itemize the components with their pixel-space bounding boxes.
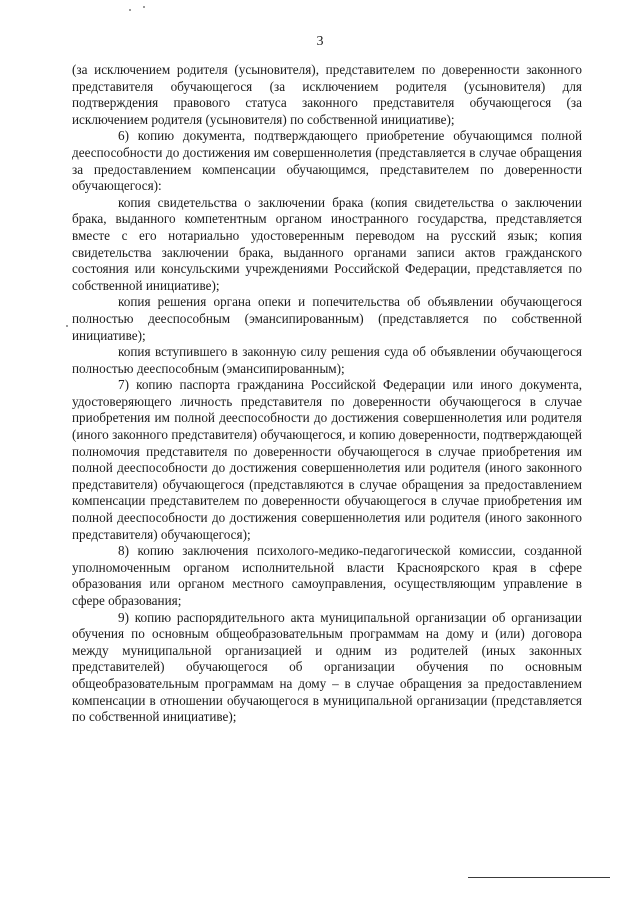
paragraph-court-decision: копия вступившего в законную силу решения суда об объявлении обучающегося полностью дееспособным (эмансипированным);	[72, 344, 582, 376]
document-body	[72, 62, 582, 726]
page-number: 3	[316, 34, 324, 49]
scan-speck	[129, 9, 131, 11]
paragraph-item-8: 8) копию заключения психолого-медико-педагогической комиссии, созданной уполномоченным органом исполнительной власти Красноярского края в сфере образования или органом местного самоуправления, осуществляющим управление в сфере образования;	[72, 543, 582, 608]
scan-speck	[143, 6, 145, 8]
paragraph-item-9: 9) копию распорядительного акта муниципальной организации об организации обучения по основным общеобразовательным программам на дому и (или) договора между муниципальной организацией и одним из родителей (иных законных представителей) обучающегося об организации обучения по основным общеобразовательным программам на дому – в случае обращения за предоставлением компенсации в отношении обучающегося в муниципальной организации (представляется по собственной инициативе);	[72, 609, 582, 725]
paragraph-marriage-certificate: копия свидетельства о заключении брака (копия свидетельства о заключении брака, выданного компетентным органом иностранного государства, представляется вместе с его нотариально удостоверенным переводом на русский язык; копия свидетельства заключении брака, выданного органами записи актов гражданского состояния или консульскими учреждениями Российской Федерации, представляется по собственной инициативе);	[72, 194, 582, 293]
paragraph-item-6: 6) копию документа, подтверждающего приобретение обучающимся полной дееспособности до достижения им совершеннолетия (представляется в случае обращения за предоставлением компенсации обучающимся, представителем по доверенности обучающегося):	[72, 128, 582, 194]
paragraph-item-7: 7) копию паспорта гражданина Российской Федерации или иного документа, удостоверяющего личность представителя по доверенности обучающегося в случае приобретения им полной дееспособности до достижения совершеннолетия или родителя (иного законного представителя) обучающегося, и копию доверенности, подтверждающей полномочия представителя по доверенности обучающегося в случае приобретения им полной дееспособности до достижения совершеннолетия или родителя (иного законного представителя) обучающегося (представляются в случае обращения за предоставлением компенсации представителем по доверенности обучающегося в случае приобретения им полной дееспособности до достижения совершеннолетия или родителя (иного законного представителя) обучающегося);	[72, 377, 582, 542]
bottom-rule	[468, 877, 610, 878]
paragraph-continuation: (за исключением родителя (усыновителя), представителем по доверенности законного представителя обучающегося (за исключением родителя (усыновителя) для подтверждения правового статуса законного представителя обучающегося (за исключением родителя (усыновителя) по собственной инициативе);	[72, 62, 582, 127]
paragraph-guardianship-decision: копия решения органа опеки и попечительства об объявлении обучающегося полностью дееспособным (эмансипированным) (представляется по собственной инициативе);	[72, 294, 582, 343]
scan-speck	[66, 325, 68, 327]
